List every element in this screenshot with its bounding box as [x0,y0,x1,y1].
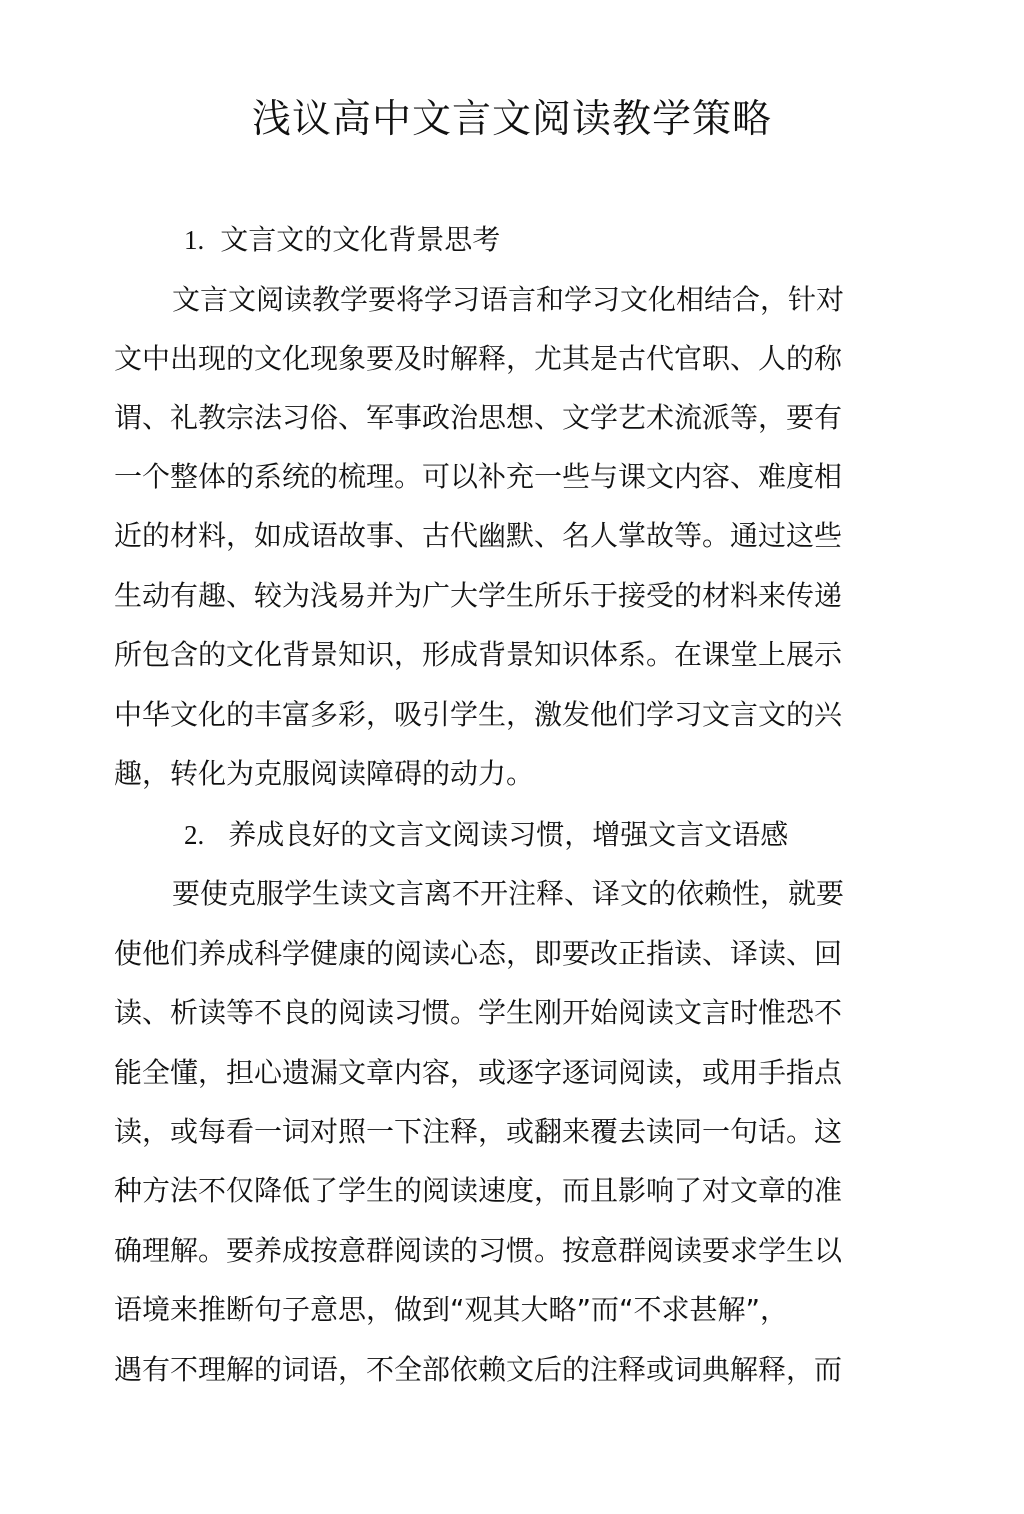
paragraph-line: 生动有趣、较为浅易并为广大学生所乐于接受的材料来传递 [114,579,843,612]
paragraph-line: 谓、礼教宗法习俗、军事政治思想、文学艺术流派等，要有 [114,401,843,434]
paragraph-line: 读，或每看一词对照一下注释，或翻来覆去读同一句话。这 [114,1115,843,1148]
paragraph-line: 要使克服学生读文言离不开注释、译文的依赖性，就要 [172,877,845,910]
paragraph-line: 使他们养成科学健康的阅读心态，即要改正指读、译读、回 [114,937,843,970]
paragraph-line: 文言文阅读教学要将学习语言和学习文化相结合，针对 [172,283,845,316]
paragraph-line: 遇有不理解的词语，不全部依赖文后的注释或词典解释，而 [114,1353,843,1386]
paragraph-line: 能全懂，担心遗漏文章内容，或逐字逐词阅读，或用手指点 [114,1056,843,1089]
paragraph-line: 趣，转化为克服阅读障碍的动力。 [114,757,535,790]
paragraph-line: 所包含的文化背景知识，形成背景知识体系。在课堂上展示 [114,638,843,671]
section-number: 1. [184,225,205,255]
document-title: 浅议高中文言文阅读教学策略 [251,97,772,142]
section-heading-1 [184,220,500,260]
section-heading-text: 文言文的文化背景思考 [220,223,501,256]
paragraph-line: 种方法不仅降低了学生的阅读速度，而且影响了对文章的准 [114,1174,843,1207]
paragraph-line: 一个整体的系统的梳理。可以补充一些与课文内容、难度相 [114,460,843,493]
paragraph-line: 文中出现的文化现象要及时解释，尤其是古代官职、人的称 [114,342,843,375]
paragraph-line: 确理解。要养成按意群阅读的习惯。按意群阅读要求学生以 [114,1234,843,1267]
section-heading-2 [184,815,788,855]
paragraph-line: 读、析读等不良的阅读习惯。学生刚开始阅读文言时惟恐不 [114,996,843,1029]
paragraph-line: 语境来推断句子意思，做到“观其大略”而“不求甚解”， [114,1293,789,1326]
paragraph-line: 中华文化的丰富多彩，吸引学生，激发他们学习文言文的兴 [114,698,843,731]
section-number: 2. [184,820,205,850]
paragraph-line: 近的材料，如成语故事、古代幽默、名人掌故等。通过这些 [114,519,843,552]
section-heading-text: 养成良好的文言文阅读习惯，增强文言文语感 [228,818,789,851]
